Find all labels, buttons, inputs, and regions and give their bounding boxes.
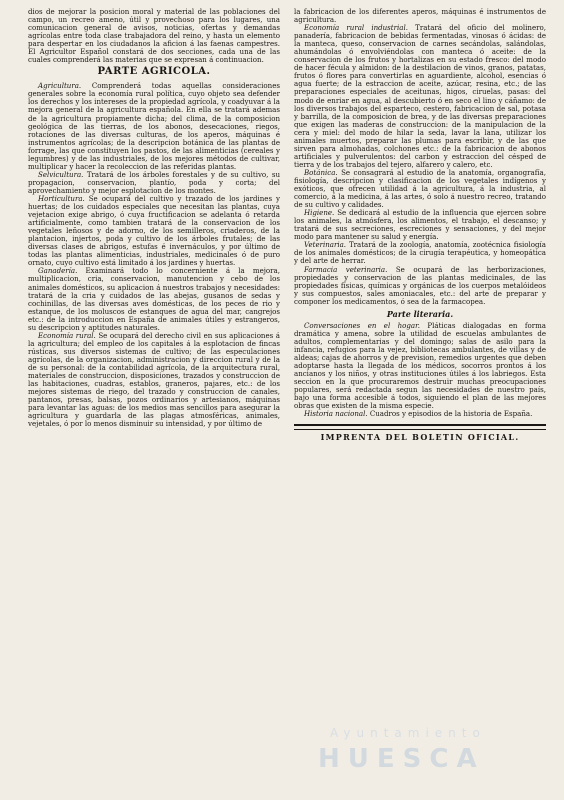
watermark-line1: Ayuntamiento bbox=[330, 726, 486, 740]
heading-selvicultura: Selvicultura. bbox=[38, 169, 84, 179]
paragraph-economia-industrial bbox=[294, 24, 546, 169]
right-intro-paragraph: la fabricacion de los diferentes aperos, máquinas é instrumentos de agricultura. bbox=[294, 8, 546, 25]
paragraph-veterinaria bbox=[294, 241, 546, 265]
imprint-line: IMPRENTA DEL BOLETIN OFICIAL. bbox=[320, 432, 520, 443]
divider-thick bbox=[294, 424, 546, 428]
heading-economia-rural: Economía rural. bbox=[38, 330, 96, 340]
paragraph-botanica bbox=[294, 169, 546, 209]
divider-thin bbox=[294, 429, 546, 430]
heading-historia: Historia nacional. bbox=[304, 409, 368, 419]
paragraph-conversaciones bbox=[294, 322, 546, 411]
text-selvicultura: Tratará de los árboles forestales y de su cultivo, su propagacion, conservacion, plantío, poda y corta; del aprovechamiento y mejor esplotacion de los montes. bbox=[28, 169, 280, 195]
heading-agricultura: Agricultura. bbox=[38, 81, 82, 91]
text-conversaciones: Pláticas dialogadas en forma dramática y amena, sobre la utilidad de escuelas ambulantes de adultos, complementarias y del domingo; salas de asilo para la infancia, refugios para la vejez, bibliotecas ambulantes, de villas y de aldeas; cajas de ahorros y de prevision, remedios urgentes que deben adoptarse hasta la llegada de los médicos, socorros prontos á los ancianos y los niños, y otras instituciones útiles á los labriegos. Esta seccion en la que procuraremos destruir muchas preocupaciones populares, será redactada segun las necesidades de nuestro país, bajo una forma accesible á todos, siguiendo el plan de las mejores obras que existen de la misma especie. bbox=[294, 320, 546, 411]
paragraph-farmacia-veterinaria bbox=[294, 266, 546, 306]
text-historia: Cuadros y episodios de la historia de España. bbox=[369, 409, 533, 419]
heading-ganaderia: Ganadería. bbox=[38, 266, 78, 276]
section-title-literaria: Parte literaria. bbox=[386, 308, 454, 319]
heading-conversaciones: Conversaciones en el hogar. bbox=[304, 320, 420, 330]
text-economia-rural: Se ocupará del derecho civil en sus aplicaciones á la agricultura; del empleo de los capitales á la esplotacion de fincas rústicas, sus diversos sistemas de cultivo; de las especulaciones agrícolas, de la organizacion, administracion y direccion rural y de la de su personal: de la contabilidad agrícola, de la arquitectura rural, materiales de construccion, disposiciones, trazados y construccion de las habitaciones, cuadras, establos, graneros, pajares, etc.: de los mejores sistemas de riego, del trazado y construccion de canales, pantanos, presas, balsas, pozos ordinarios y artesianos, máquinas para levantar las aguas: de los medios mas sencillos para asegurar la agricultura y guardarla de las plagas atmosféricas, animales, vejetales, ó por lo menos disminuir su intensidad, y por último de bbox=[28, 330, 280, 429]
intro-paragraph: dios de mejorar la posicion moral y material de las poblaciones del campo, un recreo ameno, útil y provechoso para los lugares, una comunicacion general de avisos, noticias, ofertas y demandas agrícolas entre toda clase trabajadora del reino, y hasta un elemento para despertar en los ciudadanos la aficion á las faenas campestres. El Agricultor Español constará de dos secciones, cada una de las cuales comprenderá las materias que se expresan á continuacion. bbox=[28, 8, 280, 65]
paragraph-selvicultura bbox=[28, 171, 280, 195]
right-column bbox=[294, 8, 546, 800]
paragraph-ganaderia bbox=[28, 267, 280, 331]
text-higiene: Se dedicará al estudio de la influencia que ejercen sobre los animales, la atmósfera, los alimentos, el trabajo, el descanso; y tratará de sus secreciones, escreciones y sensaciones, y del mejor modo para mantener su salud y energía. bbox=[294, 208, 546, 242]
text-agricultura: Comprenderá todas aquellas consideraciones generales sobre la economía rural política, cuyo objeto sea defender los derechos y los intereses de la propiedad agrícola, y coadyuvar á la mejora general de la agricultura española. En ella se tratará ademas de la agricultura propiamente dicha; del clima, de la composicion geológica de las tierras, de los abonos, desecaciones, riegos, rotaciones de las diversas culturas, de los aperos, máquinas é instrumentos agrícolas; de la descripcion botánica de las plantas de forrage, las que constituyen los pastos, de las alimenticias (cereales y legumbres) y de las industriales, de los mejores métodos de cultivar, multiplicar y hacer la recoleccion de las referidas plantas. bbox=[28, 81, 280, 171]
paragraph-horticultura bbox=[28, 195, 280, 267]
left-column bbox=[28, 8, 280, 800]
text-horticultura: Se ocupará del cultivo y trazado de los jardines y huertas; de los cuidados especiales que necesitan las plantas, cuya vejetacion exige abrigo, ó cuya fructificacion se adelanta ó retarda artificialmente, como tambien tratará de la conservacion de los vegetales leñosos y de adorno, de los semilleros, criaderos, de la plantacion, injertos, poda y cultivo de los árboles frutales; de las diversas clases de abrigos, estufas é invernáculos, y por último de todas las plantas alimenticias, industriales, medicinales ó de puro ornato, cuyo cultivo está limitado á los jardines y huertas. bbox=[28, 193, 280, 268]
text-ganaderia: Examinará todo lo concerniente á la mejora, multiplicacion, cria, conservacion, manutencion y cebo de los animales domésticos, su aplicacion á nuestros trabajos y necesidades: tratará de la cria y cuidados de las abejas, gusanos de sedas y cochinillas, de las diversas aves domésticas, de los peces de rio y estanque, de los moluscos de estanques de agua del mar, cangrejos etc.: de la introduccion en España de animales útiles y estrangeros, su descripcion y aptitudes naturales. bbox=[28, 266, 280, 332]
heading-higiene: Higiene. bbox=[304, 208, 335, 218]
paragraph-higiene bbox=[294, 209, 546, 241]
paragraph-economia-rural bbox=[28, 332, 280, 429]
paragraph-agricultura bbox=[28, 82, 280, 171]
heading-economia-industrial: Economía rural industrial. bbox=[304, 23, 408, 33]
watermark-huesca: HUESCA bbox=[318, 744, 485, 774]
text-botanica: Se consagrará al estudio de la anatomía, organografía, fisiología, descripcion y clasificacion de los vegetales indígenos y exóticos, que ofrecen utilidad á la agricultura, á la industria, al comercio, á la medicina, á las artes, ó solo á nuestro recreo, tratando de su cultivo y calidades. bbox=[294, 167, 546, 210]
text-veterinaria: Tratará de la zoología, anatomía, zootécnica fisiología de los animales domésticos; de la cirugía terapéutica, y homeopática y del arte de herrar. bbox=[294, 240, 546, 266]
heading-farmacia-veterinaria: Farmacia veterinaria. bbox=[304, 264, 388, 274]
text-farmacia-veterinaria: Se ocupará de las herborizaciones, propiedades y conservacion de las plantas medicinales, de las propiedades físicas, químicas y orgánicas de los cuerpos metalóideos y sus compuestos, sales amoniacales, etc.: del arte de preparar y componer los medicamentos, ó sea de la farmacopea. bbox=[294, 264, 546, 306]
heading-horticultura: Horticultura. bbox=[38, 193, 85, 203]
section-title-agricola: PARTE AGRICOLA. bbox=[97, 66, 211, 78]
heading-veterinaria: Veterinaria. bbox=[304, 240, 347, 250]
heading-botanica: Botánica. bbox=[304, 167, 338, 177]
text-economia-industrial: Tratará del oficio del molinero, panadería, fabricacion de bebidas fermentadas, vinosas ó ácidas: de la manteca, queso, conservacion de carnes secándolas, salándolas, ahumándolas ó envolviéndolas con manteca ó aceite: de la conservacion de los frutos y hortalizas en su estado fresco: del modo de hacer fécula y almidon: de la destilacion de vinos, granos, patatas, frutos ó flores para convertirlas en aguardiente, alcohol, esencias ó agua fuerte; de la estraccion de aceite, azúcar, resina, etc.; de las preparaciones especiales de aceitunas, higos, ciruelas, pasas: del modo de enriar en agua, al descubierto ó en seco el lino y cáñamo: de los diversos trabajos del esparteco, cestero, fabricacion de sal, potasa y barrilla, de la composicion de brea, y de las diversas preparaciones que exigen las maderas de construccion: de la manipulacion de la cera y miel: del modo de hilar la seda, lavar la lana, utilizar los animales muertos, preparar las plumas para escribir, y de las que sirven para almohadas, colchones etc.: de la fabricacion de abonos artificiales y pulverulentos: del carbon y estraccion del césped de tierra y de los trabajos del tejero, alfarero y calero, etc. bbox=[294, 23, 546, 169]
paragraph-historia bbox=[294, 410, 546, 418]
